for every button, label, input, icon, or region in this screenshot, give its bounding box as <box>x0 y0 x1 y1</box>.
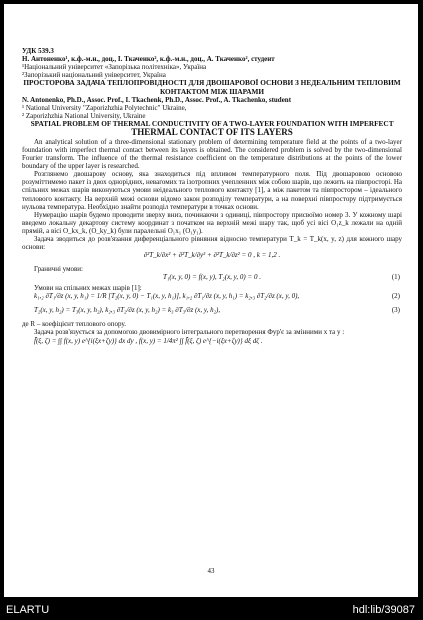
laplace-equation <box>22 251 402 265</box>
affiliation-en-2: ² Zaporizhzhia National University, Ukraine <box>22 111 146 120</box>
equation-1-text: T₁(x, y, 0) = f(x, y), T₂(x, y, 0) = 0 . <box>163 273 261 282</box>
affiliation-en-1: ¹ National University "Zaporizhzhia Polytechnic" Ukraine, <box>22 103 187 112</box>
fourier-equation-text: f̄(ξ, ζ) = ∫∫ f(x, y) e^{i(ξx+ζy)} dx dy , f(x, y) = 1/4π² ∫∫ f̄(ξ, ζ) e^{−i(ξx+ζy)} dξ dζ . <box>34 336 263 345</box>
title-ua: ПРОСТОРОВА ЗАДАЧА ТЕПЛОПРОВІДНОСТІ ДЛЯ ДВОШАРОВОЇ ОСНОВИ З НЕДЕАЛЬНИМ ТЕПЛОВИМ КОНТАКТОМ МІЖ ШАРАМИ <box>23 78 401 96</box>
equation-2-number: (2) <box>391 292 400 301</box>
viewer-footer <box>0 597 423 620</box>
footer-handle[interactable]: hdl:lib/39087 <box>352 604 415 616</box>
page-number: 43 <box>207 567 215 575</box>
authors-en: N. Antonenko, Ph.D., Assoc. Prof., I. Tkachenk, Ph.D., Assoc. Prof., A. Tkachenko, student <box>22 95 292 104</box>
equation-2 <box>22 292 402 306</box>
equation-1-number: (1) <box>391 273 400 282</box>
boundary-conditions-label: Граничні умови: <box>34 265 83 274</box>
equation-3 <box>22 306 402 320</box>
paragraph-fourier: Задача розв'язується за допомогою двовимірного інтегрального перетворення Фур'є за змінними x та y : <box>34 328 345 337</box>
title-en <box>22 120 402 138</box>
footer-repository-name[interactable]: ELARTU <box>6 604 50 616</box>
affiliation-ua-2: ²Запорізький національний університет, Україна <box>22 71 166 80</box>
fourier-equation <box>22 337 402 351</box>
contact-conditions-label: Умови на спільних межах шарів [1]: <box>34 284 142 293</box>
equation-1 <box>22 273 402 284</box>
page-content <box>22 47 402 351</box>
paragraph-layers: Нумерацію шарів будемо проводити зверху вниз, починаючи з одиниці, півпростору присвоїмо номер 3. У кожному шарі введемо локальну декартову систему координат з початком на верхній межі шару так, щоб усі вісі O₁z_k лежали на одній прямій, а вісі O_kx_k, (O_ky_k) були паралельні O₁x₁ (O₁y₁). <box>22 210 402 235</box>
affiliation-ua-1: ¹Національний університет «Запорізька політехніка», Україна <box>22 63 207 72</box>
paragraph-equation-intro: Задача зводиться до розв'язання диференціального рівняння відносно температури T_k = T_k(x, y, z) для кожного шару основи: <box>22 235 402 252</box>
equation-3-text: T₂(x, y, h₂) = T₃(x, y, h₂), k₂,₃ ∂T₂/∂z (x, y, h₂) = k₃ ∂T₃/∂z (x, y, h₂), <box>34 306 221 315</box>
udc-code: УДК 539.3 <box>22 47 54 55</box>
note-thermal-resistance: де R – коефіцієнт теплового опору. <box>22 320 126 329</box>
paper-page <box>4 4 418 597</box>
equation-2-text: k₁,₂ ∂T₁/∂z (x, y, h₁) = 1/R [T₂(x, y, 0) − T₁(x, y, h₁)], k₁,₂ ∂T₁/∂z (x, y, h₁) = k₂,₃ ∂T₂/∂z (x, y, 0), <box>34 292 300 301</box>
title-en-part-2: THERMAL CONTACT OF ITS LAYERS <box>131 127 293 138</box>
laplace-equation-text: ∂²T_k/∂x² + ∂²T_k/∂y² + ∂²T_k/∂z² = 0 , k = 1,2 . <box>143 251 281 260</box>
abstract-en: An analytical solution of a three-dimensional stationary problem of determining temperature field at the points of a two-layer foundation with imperfect thermal contact between its layers is obtained. The considered problem is solved by the two-dimensional Fourier transform. The influence of the thermal resistance coefficient on the temperature distributions at the points of the lower boundary of the upper layer is researched. <box>22 137 402 171</box>
authors-ua: Н. Антоненко¹, к.ф.-м.н., доц., І. Ткаченко², к.ф.-м.н., доц., А. Ткаченко², студент <box>22 55 275 64</box>
paragraph-intro: Розглянемо двошарову основу, яка знаходиться під впливом температурного поля. Під двошаровою основою розуміттимемо пакет із двох однорідних, невагомих та ізотропних учепленних між собою шарів, що лежить на півпросторі. На спільних межах шарів виконуються умови неідеального теплового контакту [1], а між пакетом та півпростором – ідеального теплового контакту. На верхній межі основи відомо закон розподілу температури, а на поверхні півпростору підтримується нульова температура. Необхідно знайти розподіл температури в точках основи. <box>22 170 402 211</box>
equation-3-number: (3) <box>391 306 400 315</box>
title-en-part-1: SPATIAL PROBLEM OF THERMAL CONDUCTIVITY OF A TWO-LAYER FOUNDATION WITH IMPERFECT <box>30 119 394 129</box>
